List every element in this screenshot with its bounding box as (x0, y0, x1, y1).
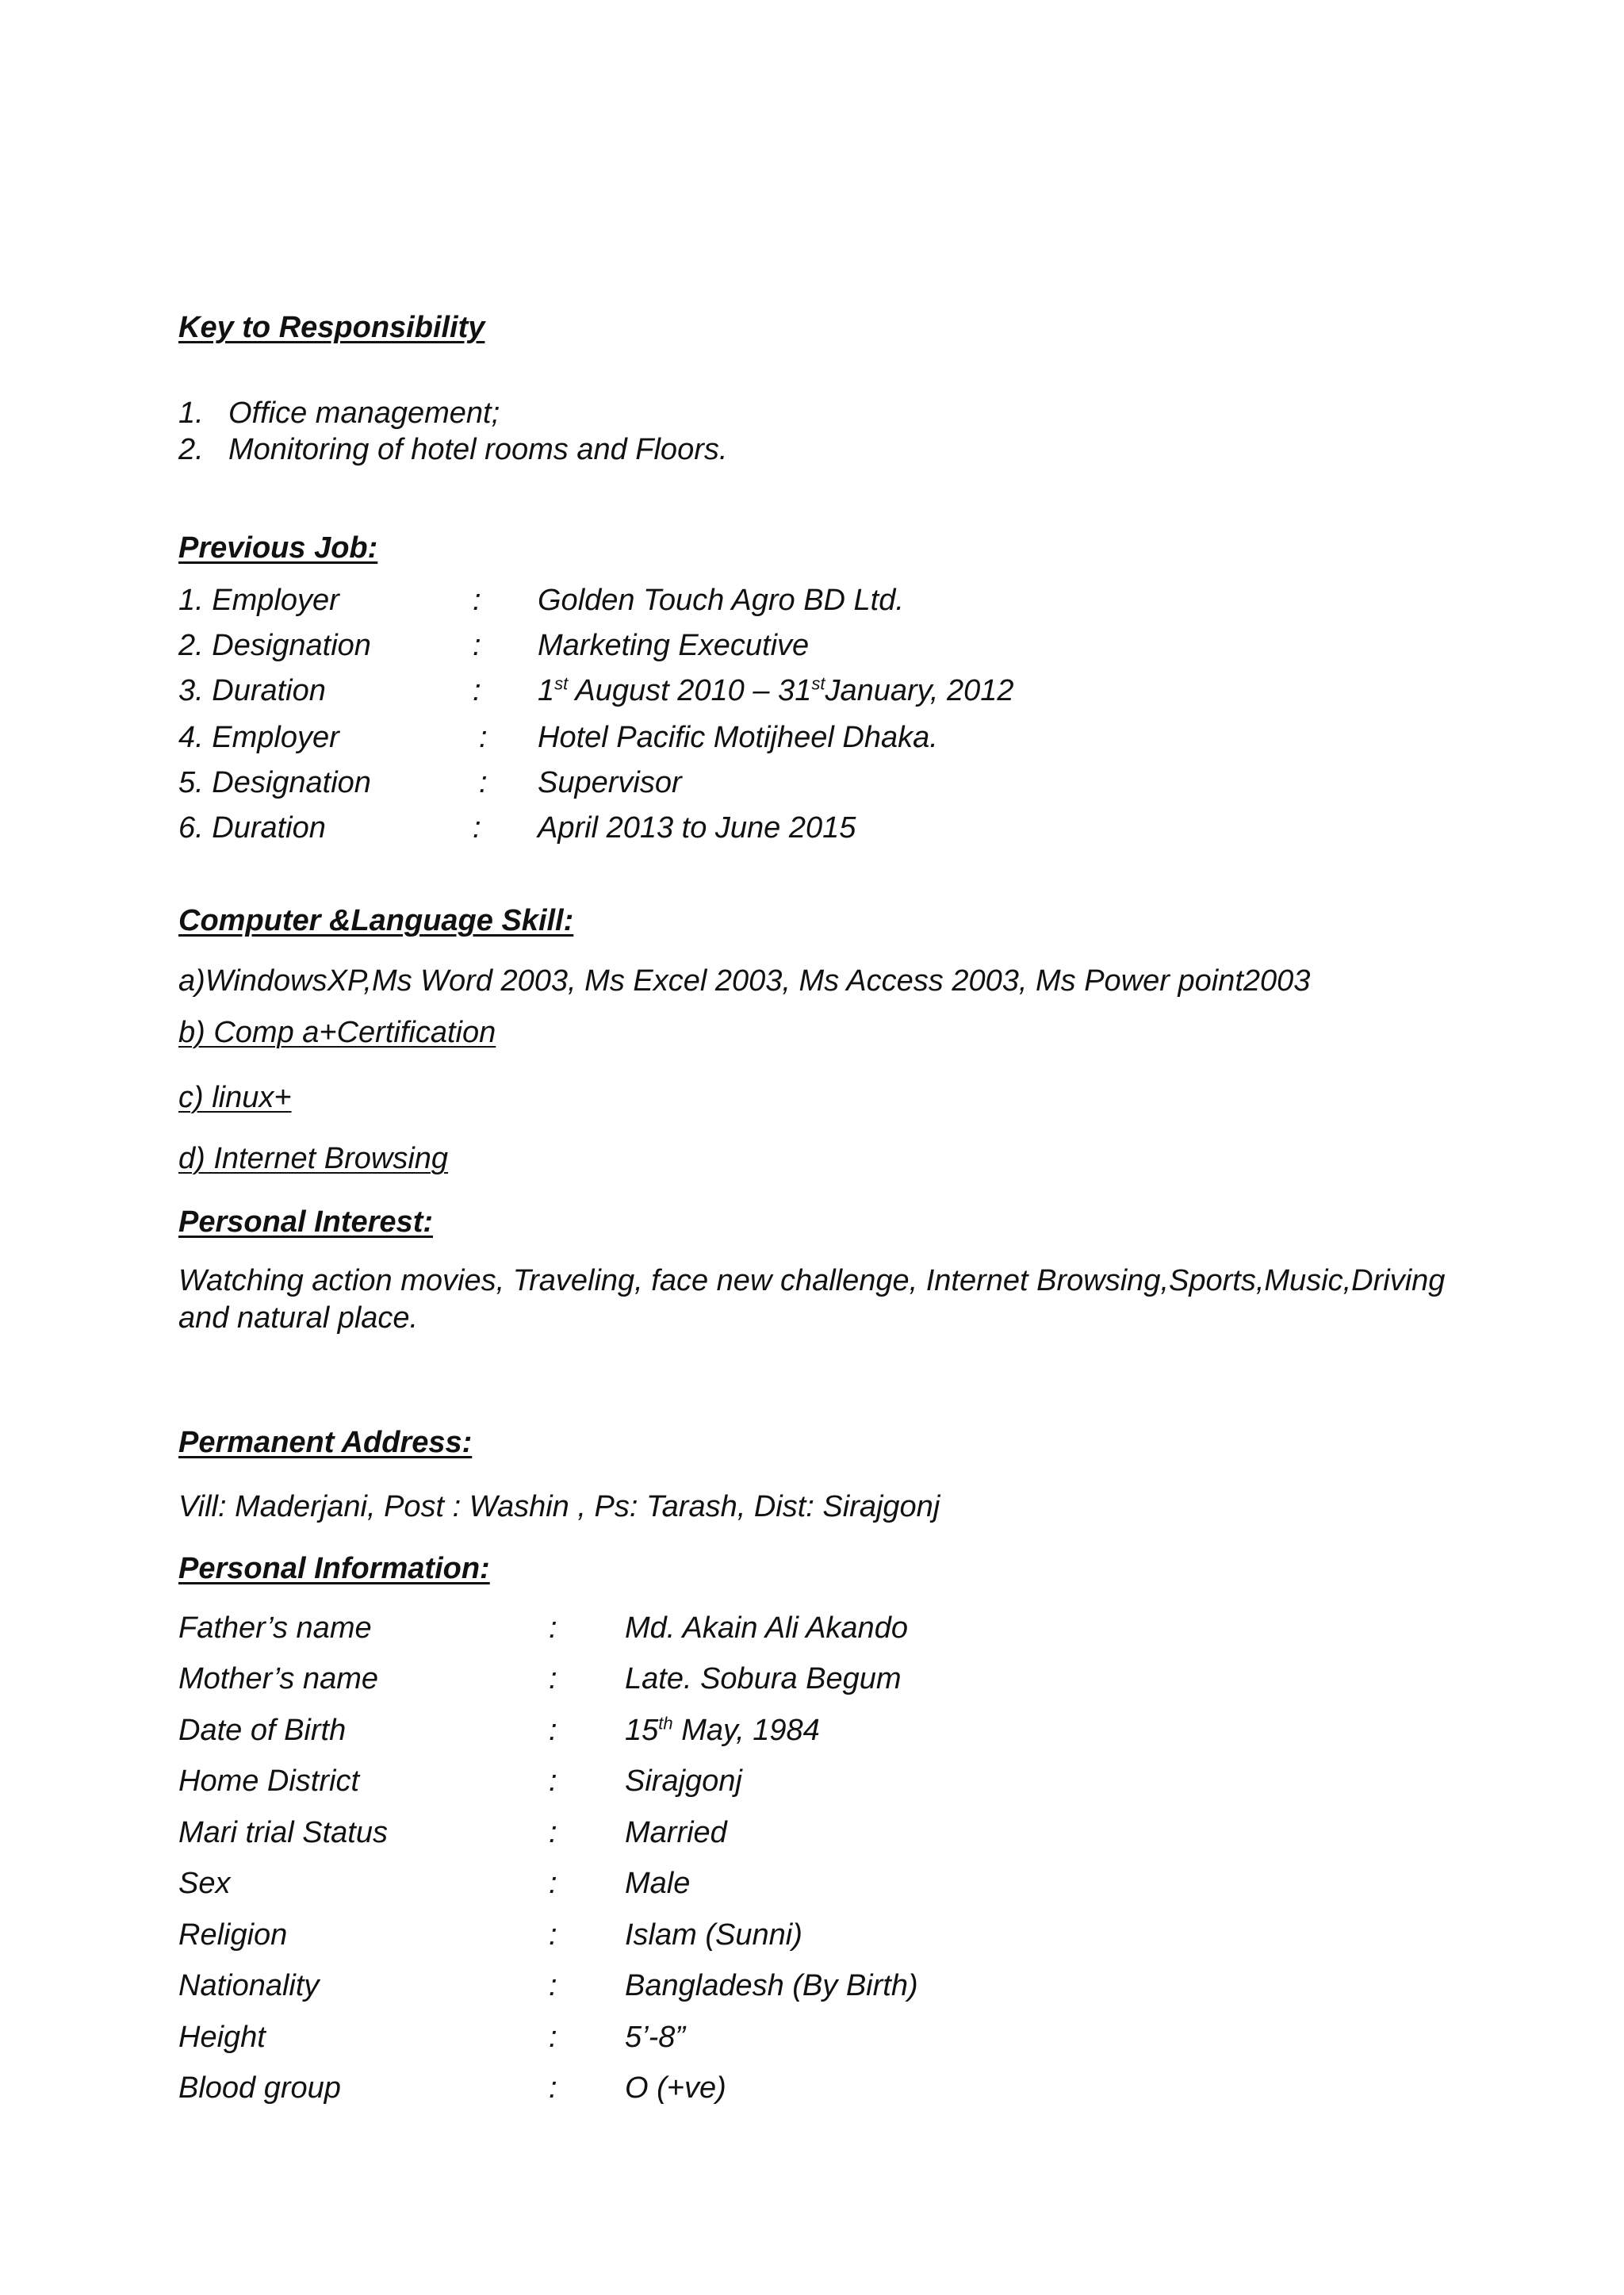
job-sep: : (473, 629, 481, 662)
info-sep: : (549, 1764, 557, 1798)
info-sep: : (549, 1918, 557, 1952)
job-label: 5. Designation (178, 766, 371, 799)
info-sep: : (549, 2021, 557, 2054)
job-label: 1. Employer (178, 584, 339, 617)
info-sep: : (549, 1969, 557, 2002)
skill-item: c) linux+ (178, 1081, 292, 1114)
personal-information-heading: Personal Information: (178, 1552, 490, 1585)
job-value: Marketing Executive (538, 629, 810, 662)
responsibility-num-1: 1. (178, 397, 204, 430)
info-value: Male (625, 1867, 691, 1900)
responsibility-num-2: 2. (178, 433, 204, 466)
info-label: Religion (178, 1918, 288, 1952)
info-value: Islam (Sunni) (625, 1918, 802, 1952)
job-sep: : (479, 766, 488, 799)
personal-interest-line-1: Watching action movies, Traveling, face new challenge, Internet Browsing,Sports,Music,Driving (178, 1264, 1446, 1297)
job-sep: : (473, 674, 481, 707)
info-label: Nationality (178, 1969, 320, 2002)
info-label: Blood group (178, 2071, 341, 2105)
info-dob-value: 15th May, 1984 (625, 1713, 820, 1747)
info-label: Mother’s name (178, 1662, 379, 1695)
job-value: Supervisor (538, 766, 682, 799)
info-value: Md. Akain Ali Akando (625, 1611, 908, 1645)
job-sep: : (473, 811, 481, 845)
skill-item: d) Internet Browsing (178, 1142, 449, 1175)
key-responsibility-heading: Key to Responsibility (178, 311, 485, 344)
job-duration-value: 1st August 2010 – 31stJanuary, 2012 (538, 673, 1014, 707)
job-value: April 2013 to June 2015 (538, 811, 856, 845)
info-sep: : (549, 1816, 557, 1849)
info-label: Sex (178, 1867, 231, 1900)
info-value: Sirajgonj (625, 1764, 742, 1798)
info-value: 5’-8” (625, 2021, 686, 2054)
info-label: Date of Birth (178, 1714, 347, 1747)
info-value: Bangladesh (By Birth) (625, 1969, 918, 2002)
info-sep: : (549, 2071, 557, 2105)
info-sep: : (549, 1714, 557, 1747)
personal-interest-heading: Personal Interest: (178, 1205, 433, 1239)
job-sep: : (479, 721, 488, 754)
info-label: Father’s name (178, 1611, 372, 1645)
info-value: O (+ve) (625, 2071, 726, 2105)
skill-item: a)WindowsXP,Ms Word 2003, Ms Excel 2003, Ms Access 2003, Ms Power point2003 (178, 964, 1311, 998)
personal-interest-line-2: and natural place. (178, 1301, 419, 1335)
skills-heading: Computer &Language Skill: (178, 904, 574, 937)
job-label: 2. Designation (178, 629, 371, 662)
job-value: Golden Touch Agro BD Ltd. (538, 584, 904, 617)
previous-job-heading: Previous Job: (178, 531, 378, 565)
responsibility-item-2: Monitoring of hotel rooms and Floors. (228, 433, 728, 466)
info-label: Home District (178, 1764, 360, 1798)
info-sep: : (549, 1867, 557, 1900)
info-sep: : (549, 1611, 557, 1645)
job-label: 4. Employer (178, 721, 339, 754)
info-label: Mari trial Status (178, 1816, 388, 1849)
job-sep: : (473, 584, 481, 617)
responsibility-item-1: Office management; (228, 397, 500, 430)
permanent-address-text: Vill: Maderjani, Post : Washin , Ps: Tarash, Dist: Sirajgonj (178, 1490, 940, 1523)
job-value: Hotel Pacific Motijheel Dhaka. (538, 721, 938, 754)
info-value: Married (625, 1816, 727, 1849)
skill-item: b) Comp a+Certification (178, 1016, 496, 1049)
info-sep: : (549, 1662, 557, 1695)
job-label: 3. Duration (178, 674, 326, 707)
info-label: Height (178, 2021, 266, 2054)
job-label: 6. Duration (178, 811, 326, 845)
info-value: Late. Sobura Begum (625, 1662, 902, 1695)
permanent-address-heading: Permanent Address: (178, 1426, 473, 1459)
